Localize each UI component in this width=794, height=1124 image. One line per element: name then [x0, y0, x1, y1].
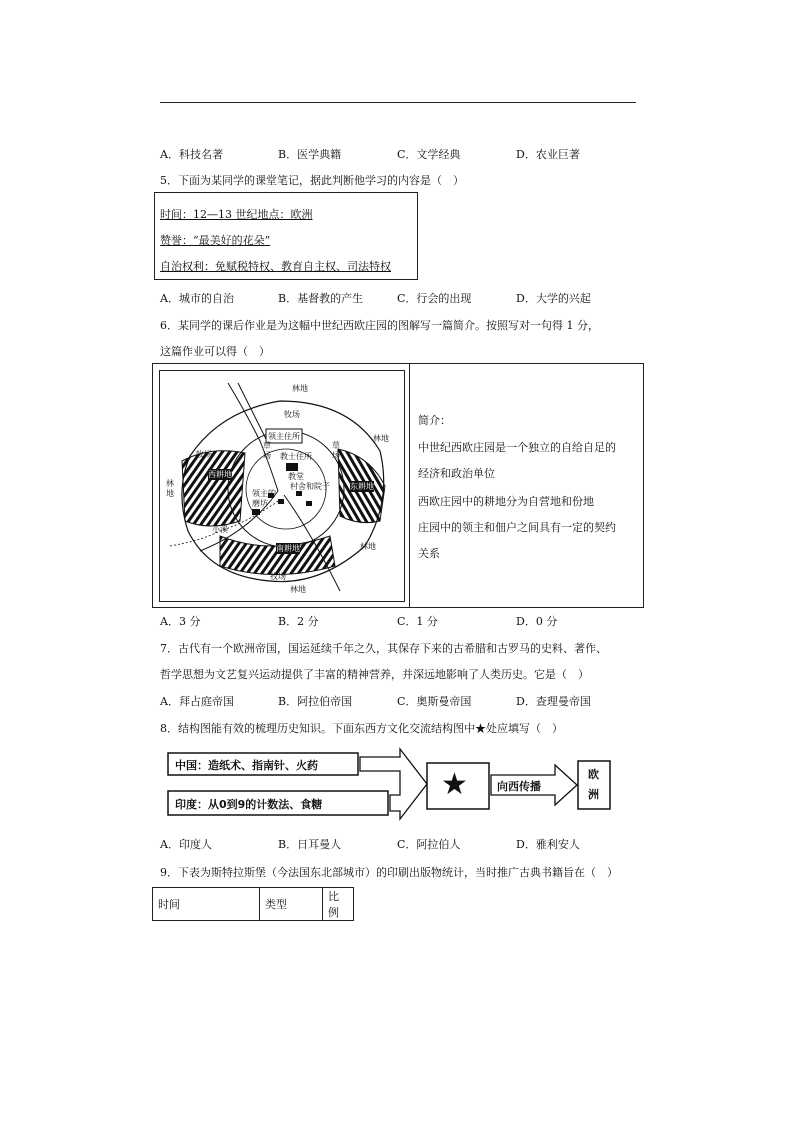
q7-stem-line2: 哲学思想为文艺复兴运动提供了丰富的精神营养，并深远地影响了人类历史。它是（ ） — [160, 668, 589, 681]
q9-stats-table — [152, 887, 354, 921]
q6-intro-line1: 中世纪西欧庄园是一个独立的自给自足的 — [418, 441, 616, 454]
q6-option-c[interactable]: C．1 分 — [397, 615, 438, 628]
q9-stem: 9．下表为斯特拉斯堡（今法国东北部城市）的印刷出版物统计，当时推广古典书籍旨在（ ） — [160, 866, 618, 879]
map-label-cottages: 村舍和院子 — [290, 482, 330, 491]
q6-intro-line3: 西欧庄园中的耕地分为自营地和份地 — [418, 495, 594, 508]
table-row — [153, 888, 354, 921]
q5-stem: 5．下面为某同学的课堂笔记，据此判断他学习的内容是（ ） — [160, 174, 464, 187]
q5-note-rights: 自治权利：免赋税特权、教育自主权、司法特权 — [160, 260, 391, 273]
q6-option-d[interactable]: D．0 分 — [516, 615, 558, 628]
q6-intro-line2: 经济和政治单位 — [418, 467, 495, 480]
q8-westward-label: 向西传播 — [497, 780, 541, 793]
q6-intro-line4: 庄园中的领主和佃户之间具有一定的契约 — [418, 521, 616, 534]
q5-option-d[interactable]: D．大学的兴起 — [516, 292, 591, 305]
map-label-forest-north: 林地 — [292, 384, 308, 393]
q7-option-c[interactable]: C．奥斯曼帝国 — [397, 695, 472, 708]
q9-header-type: 类型 — [260, 888, 323, 921]
manor-panel-divider — [409, 364, 410, 607]
map-label-meadow-east: 草场 — [332, 441, 340, 460]
map-label-forest-west: 林地 — [166, 479, 174, 498]
q5-option-b[interactable]: B．基督教的产生 — [278, 292, 364, 305]
q8-stem: 8．结构图能有效的梳理历史知识。下面东西方文化交流结构图中★处应填写（ ） — [160, 722, 563, 735]
map-label-forest-east: 林地 — [373, 434, 389, 443]
map-label-meadow-west: 草场 — [263, 441, 271, 460]
map-label-pasture-south: 牧场 — [270, 572, 286, 581]
q8-option-a[interactable]: A．印度人 — [160, 838, 212, 851]
q9-header-time: 时间 — [153, 888, 260, 921]
map-label-pasture-west: 牧场 — [196, 450, 212, 459]
q4-option-a[interactable]: A．科技名著 — [160, 148, 223, 161]
map-label-forest-south: 林地 — [290, 585, 306, 594]
map-label-lord-house: 领主住所 — [268, 432, 300, 441]
map-label-pasture-north: 牧场 — [284, 410, 300, 419]
q7-option-b[interactable]: B．阿拉伯帝国 — [278, 695, 353, 708]
star-icon: ★ — [441, 767, 468, 802]
q8-flow-diagram — [165, 747, 617, 825]
q4-option-b[interactable]: B．医学典籍 — [278, 148, 342, 161]
q8-india-box: 印度：从0到9的计数法、食糖 — [175, 798, 323, 811]
q9-header-ratio: 比例 — [323, 888, 354, 921]
q8-option-d[interactable]: D．雅利安人 — [516, 838, 580, 851]
q7-option-d[interactable]: D．查理曼帝国 — [516, 695, 591, 708]
q5-note-time: 时间：12—13 世纪地点：欧洲 — [160, 208, 313, 221]
map-label-stream: 小溪 — [212, 525, 228, 534]
q8-option-c[interactable]: C．阿拉伯人 — [397, 838, 461, 851]
q4-option-d[interactable]: D．农业巨著 — [516, 148, 580, 161]
map-label-church: 教堂 — [288, 472, 304, 481]
q6-intro-title: 简介： — [418, 414, 451, 427]
map-label-lord-mill: 领主的磨坊 — [252, 489, 276, 508]
q6-option-a[interactable]: A．3 分 — [160, 615, 201, 628]
q6-intro-line5: 关系 — [418, 547, 440, 560]
q5-notes-box — [154, 192, 418, 280]
q8-option-b[interactable]: B．日耳曼人 — [278, 838, 342, 851]
map-label-priest-house: 教士住所 — [280, 452, 312, 461]
header-rule — [160, 102, 636, 103]
manor-map — [159, 370, 405, 602]
q7-option-a[interactable]: A．拜占庭帝国 — [160, 695, 234, 708]
q5-note-praise: 赞誉：“最美好的花朵” — [160, 234, 271, 247]
map-label-forest-southeast: 林地 — [360, 542, 376, 551]
q5-option-c[interactable]: C．行会的出现 — [397, 292, 472, 305]
map-label-east-field: 东耕地 — [350, 482, 374, 491]
map-label-west-field: 西耕地 — [208, 470, 232, 479]
q5-option-a[interactable]: A．城市的自治 — [160, 292, 234, 305]
q6-option-b[interactable]: B．2 分 — [278, 615, 319, 628]
q6-stem-line2: 这篇作业可以得（ ） — [160, 345, 270, 358]
q6-manor-panel — [152, 363, 644, 608]
q6-stem-line1: 6．某同学的课后作业是为这幅中世纪西欧庄园的图解写一篇简介。按照写对一句得 1 分， — [160, 319, 599, 332]
q7-stem-line1: 7．古代有一个欧洲帝国，国运延续千年之久，其保存下来的古希腊和古罗马的史料、著作、 — [160, 642, 607, 655]
q8-europe-box: 欧洲 — [588, 768, 599, 801]
map-label-south-field: 南耕地 — [276, 544, 300, 553]
q8-china-box: 中国：造纸术、指南针、火药 — [175, 759, 318, 772]
q4-option-c[interactable]: C．文学经典 — [397, 148, 461, 161]
